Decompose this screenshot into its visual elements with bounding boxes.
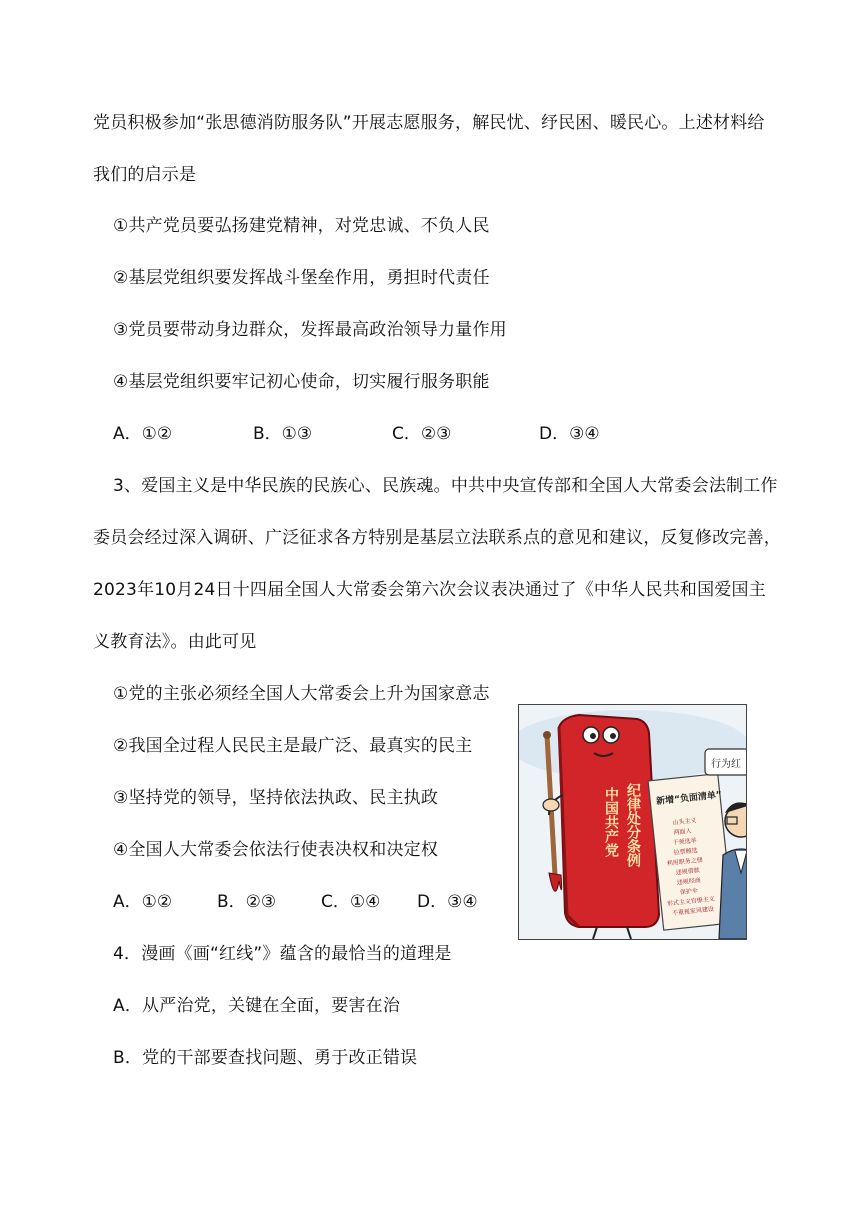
q3-option-a[interactable]: A．①② [113, 892, 173, 912]
q2-item-2: ②基层党组织要发挥战斗堡垒作用，勇担时代责任 [113, 268, 490, 288]
cartoon-list-item-4: 拉票贿选 [673, 847, 699, 857]
cartoon-list-item-5: 利用职务之便 [666, 856, 704, 868]
q3-stem-line4: 义教育法》。由此可见 [93, 632, 257, 652]
q2-option-d[interactable]: D．③④ [539, 424, 600, 444]
q3-stem-line3: 2023年10月24日十四届全国人大常委会第六次会议表决通过了《中华人民共和国爱国主 [93, 580, 766, 600]
q2-stem-line2: 我们的启示是 [93, 165, 197, 185]
q3-item-1: ①党的主张必须经全国人大常委会上升为国家意志 [113, 684, 490, 704]
q3-option-b[interactable]: B．②③ [217, 892, 277, 912]
q4-stem: 4．漫画《画“红线”》蕴含的最恰当的道理是 [113, 944, 452, 964]
q3-item-4: ④全国人大常委会依法行使表决权和决定权 [113, 840, 439, 860]
q2-item-3: ③党员要带动身边群众，发挥最高政治领导力量作用 [113, 320, 507, 340]
cartoon-list-title: 新增“负面清单” [655, 790, 723, 808]
cartoon-list-item-7: 违规经商 [676, 876, 702, 887]
cartoon-bubble-text: 行为红 [711, 759, 741, 770]
q4-option-a[interactable]: A．从严治党，关键在全面，要害在治 [113, 996, 401, 1016]
q3-stem-line1: 3、爱国主义是中华民族的民族心、民族魂。中共中央宣传部和全国人大常委会法制工作 [113, 476, 778, 496]
q3-option-d[interactable]: D．③④ [417, 892, 478, 912]
q2-option-a[interactable]: A．①② [113, 424, 173, 444]
cartoon-red-line-illustration [518, 704, 747, 940]
q2-stem-line1: 党员积极参加“张思德消防服务队”开展志愿服务，解民忧、纾民困、暖民心。上述材料给 [93, 113, 765, 133]
cartoon-book-title-1: 中国共产党 [603, 787, 619, 857]
q2-option-c[interactable]: C．②③ [392, 424, 452, 444]
q3-item-2: ②我国全过程人民民主是最广泛、最真实的民主 [113, 736, 473, 756]
cartoon-list-item-1: 山头主义 [672, 817, 697, 827]
q2-item-1: ①共产党员要弘扬建党精神，对党忠诚、不负人民 [113, 216, 490, 236]
cartoon-book-title-2: 纪律处分条例 [625, 783, 641, 867]
cartoon-list-item-10: 不重视家风建设 [671, 905, 715, 918]
q2-item-4: ④基层党组织要牢记初心使命，切实履行服务职能 [113, 372, 490, 392]
q2-option-b[interactable]: B．①③ [253, 424, 313, 444]
cartoon-list-item-6: 违规借款 [675, 867, 701, 877]
cartoon-list-item-3: 干预选举 [672, 837, 697, 847]
q3-option-c[interactable]: C．①④ [321, 892, 381, 912]
cartoon-list-item-8: 保护伞 [679, 887, 699, 897]
q3-stem-line2: 委员会经过深入调研、广泛征求各方特别是基层立法联系点的意见和建议，反复修改完善， [93, 528, 781, 548]
q3-item-3: ③坚持党的领导，坚持依法执政、民主执政 [113, 788, 439, 808]
cartoon-list-item-9: 形式主义官僚主义 [666, 895, 716, 908]
cartoon-list-item-2: 两面人 [673, 827, 692, 837]
q4-option-b[interactable]: B．党的干部要查找问题、勇于改正错误 [113, 1048, 418, 1068]
